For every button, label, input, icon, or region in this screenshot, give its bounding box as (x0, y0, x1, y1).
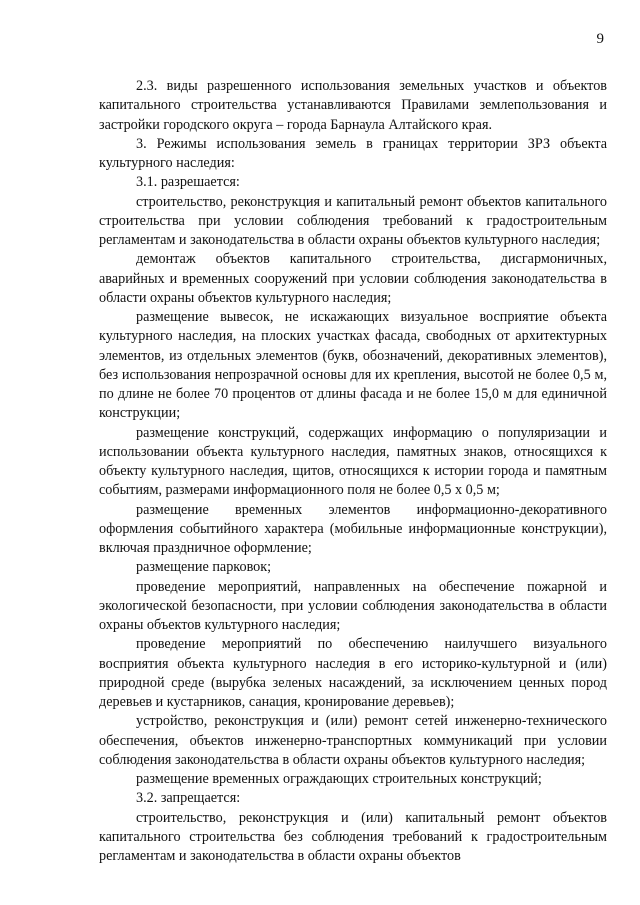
list-item-construction: строительство, реконструкция и капитальный ремонт объектов капитального строительства при условии соблюдения требований к градостроительным регламентам и законодательства в области охраны объектов культурного наследия; (99, 193, 607, 248)
paragraph-3-2-heading: 3.2. запрещается: (136, 790, 241, 807)
list-item-demolition: демонтаж объектов капитального строительства, дисгармоничных, аварийных и временных сооружений при условии соблюдения законодательства в области охраны объектов культурного наследия; (99, 251, 607, 306)
list-item-temporary-fencing: размещение временных ограждающих строительных конструкций; (136, 771, 542, 787)
list-item-safety: проведение мероприятий, направленных на обеспечение пожарной и экологической безопасности, при условии соблюдения законодательства в области охраны объектов культурного наследия; (99, 578, 607, 633)
list-item-engineering-networks: устройство, реконструкция и (или) ремонт сетей инженерно-технического обеспечения, объектов инженерно-транспортных коммуникаций при условии соблюдения законодательства в области охраны объектов культурного наследия; (99, 713, 607, 768)
page-number: 9 (596, 31, 604, 47)
paragraph-2-3: 2.3. виды разрешенного использования земельных участков и объектов капитального строительства устанавливаются Правилами землепользования и застройки городского округа – города Барнаула Алтайского края. (99, 78, 607, 133)
list-item-prohibited-construction: строительство, реконструкция и (или) капитальный ремонт объектов капитального строительства без соблюдения требований к градостроительным регламентам и законодательства в области охраны объектов (99, 809, 607, 864)
list-item-parking: размещение парковок; (136, 559, 272, 576)
list-item-info-structures: размещение конструкций, содержащих информацию о популяризации и использовании объекта культурного наследия, памятных знаков, относящихся к объекту культурного наследия, щитов, относящихся к истории города и памятным событиям, размерами информационного поля не более 0,5 х 0,5 м; (99, 424, 607, 499)
list-item-temporary-decor: размещение временных элементов информационно-декоративного оформления событийного характера (мобильные информационные конструкции), включая праздничное оформление; (99, 501, 607, 556)
paragraph-3-1-heading: 3.1. разрешается: (136, 174, 240, 191)
list-item-signage: размещение вывесок, не искажающих визуальное восприятие объекта культурного наследия, на плоских участках фасада, свободных от архитектурных элементов, из отдельных элементов (букв, обозначений, декоративных элементов), без использования непрозрачной основы для их крепления, высотой не более 0,5 м, по длине не более 70 процентов от длины фасада и не более 15,0 м для единичной конструкции; (99, 309, 607, 422)
document-body (99, 77, 607, 866)
paragraph-section-3-heading: 3. Режимы использования земель в границах территории ЗРЗ объекта культурного наследия: (99, 135, 607, 171)
list-item-visual-perception: проведение мероприятий по обеспечению наилучшего визуального восприятия объекта культурного наследия в его историко-культурной и (или) природной среде (вырубка зеленых насаждений, за исключением ценных пород деревьев и кустарников, санация, кронирование деревьев); (99, 636, 607, 710)
